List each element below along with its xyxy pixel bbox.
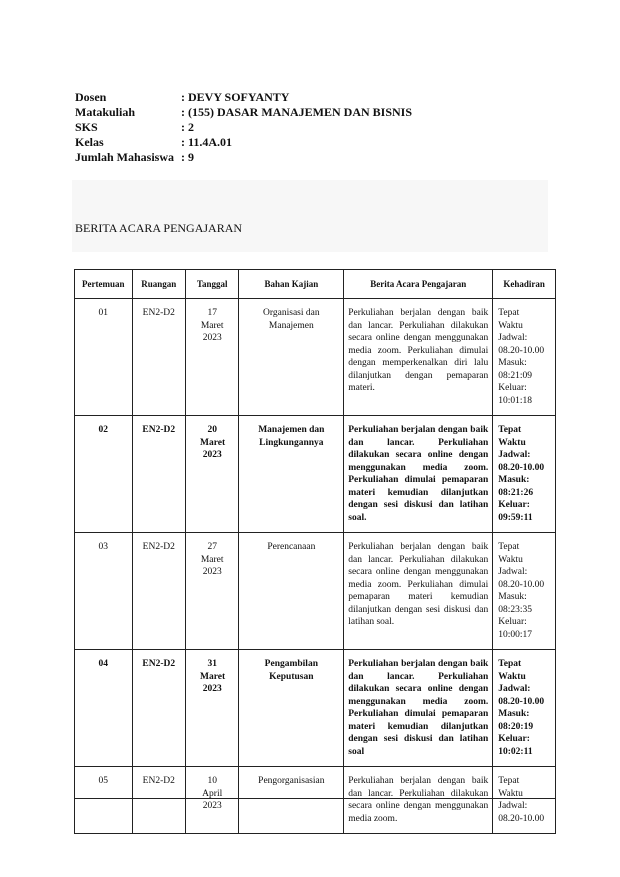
column-header-berita-acara: Berita Acara Pengajaran	[344, 270, 493, 299]
cell-tanggal: 20 Maret 2023	[185, 416, 238, 533]
cell-bahan-kajian: Organisasi dan Manajemen	[239, 299, 344, 416]
cell-berita-acara: Perkuliahan berjalan dengan baik dan lancar. Perkuliahan dilakukan secara online dengan menggunakan media zoom. Perkuliahan dimulai pemaparan materi kemudian dilanjutkan dengan sesi diskusi dan latihan soal.	[344, 533, 493, 650]
table-body	[75, 299, 556, 834]
cell-kehadiran	[493, 650, 556, 767]
cell-pertemuan: 03	[75, 533, 133, 650]
cell-ruangan: EN2-D2	[132, 416, 185, 533]
header-label: Matakuliah	[75, 105, 136, 119]
kehadiran-line: 08.20-10.00	[498, 813, 545, 824]
table-header-row	[75, 270, 556, 299]
kehadiran-line: Jadwal:	[498, 333, 528, 343]
kehadiran-line: Waktu	[498, 554, 523, 565]
kehadiran-line: Jadwal:	[498, 450, 531, 460]
kehadiran-line: Masuk:	[498, 358, 527, 368]
kehadiran-line: 08:21:26	[498, 487, 534, 498]
cell-berita-acara: Perkuliahan berjalan dengan baik dan lancar. Perkuliahan dilakukan secara online dengan menggunakan media zoom. Perkuliahan dimulai pemaparan materi kemudian dilanjutkan dengan sesi diskusi dan latihan soal.	[344, 416, 493, 533]
cell-bahan-kajian: Manajemen dan Lingkungannya	[239, 416, 344, 533]
cell-ruangan: EN2-D2	[132, 767, 185, 834]
kehadiran-line: Jadwal:	[498, 567, 528, 577]
cell-ruangan: EN2-D2	[132, 299, 185, 416]
header-label: SKS	[75, 120, 98, 134]
column-header-ruangan: Ruangan	[132, 270, 185, 299]
cell-pertemuan: 01	[75, 299, 133, 416]
cell-bahan-kajian: Pengorganisasian	[239, 767, 344, 834]
cell-ruangan: EN2-D2	[132, 650, 185, 767]
cell-pertemuan: 04	[75, 650, 133, 767]
kehadiran-line: Jadwal:	[498, 801, 528, 811]
cell-bahan-kajian: Pengambilan Keputusan	[239, 650, 344, 767]
kehadiran-line: 08:23:35	[498, 604, 533, 615]
kehadiran-line: 10:01:18	[498, 395, 533, 406]
kehadiran-line: Waktu	[498, 788, 523, 799]
kehadiran-line: Keluar:	[498, 500, 530, 510]
kehadiran-line: 08.20-10.00	[498, 696, 545, 707]
cell-tanggal: 10 April 2023	[185, 767, 238, 834]
cell-bahan-kajian: Perencanaan	[239, 533, 344, 650]
kehadiran-line: Keluar:	[498, 734, 530, 744]
table-row	[75, 299, 556, 416]
header-label: Dosen	[75, 90, 107, 104]
column-header-kehadiran: Kehadiran	[493, 270, 556, 299]
teaching-report-table	[74, 269, 556, 834]
kehadiran-line: Jadwal:	[498, 684, 531, 694]
kehadiran-line: Waktu	[498, 320, 523, 331]
cell-pertemuan: 02	[75, 416, 133, 533]
kehadiran-line: Tepat	[498, 308, 520, 318]
header-label: Jumlah Mahasiswa	[75, 150, 175, 164]
kehadiran-line: Masuk:	[498, 475, 530, 485]
cell-kehadiran	[493, 299, 556, 416]
cell-pertemuan: 05	[75, 767, 133, 834]
kehadiran-line: Keluar:	[498, 617, 527, 627]
header-label: Kelas	[75, 135, 104, 149]
cell-berita-acara: Perkuliahan berjalan dengan baik dan lancar. Perkuliahan dilakukan secara online dengan menggunakan media zoom.	[344, 767, 493, 834]
cell-tanggal: 31 Maret 2023	[185, 650, 238, 767]
column-header-bahan-kajian: Bahan Kajian	[239, 270, 344, 299]
kehadiran-line: 08:20:19	[498, 721, 534, 732]
kehadiran-line: 08.20-10.00	[498, 345, 545, 356]
cell-kehadiran	[493, 533, 556, 650]
header-value: : DEVY SOFYANTY	[181, 90, 290, 104]
table-bottom-border	[74, 798, 556, 799]
page-title: BERITA ACARA PENGAJARAN	[75, 221, 243, 235]
kehadiran-line: Keluar:	[498, 383, 527, 393]
kehadiran-line: 10:02:11	[498, 746, 533, 757]
header-value: : 11.4A.01	[181, 135, 232, 149]
kehadiran-line: Tepat	[498, 776, 520, 786]
column-header-pertemuan: Pertemuan	[75, 270, 133, 299]
kehadiran-line: Tepat	[498, 425, 522, 435]
table-row	[75, 416, 556, 533]
kehadiran-line: 09:59:11	[498, 512, 533, 523]
kehadiran-line: 08.20-10.00	[498, 579, 545, 590]
cell-kehadiran	[493, 767, 556, 834]
kehadiran-line: 10:00:17	[498, 629, 533, 640]
cell-berita-acara: Perkuliahan berjalan dengan baik dan lancar. Perkuliahan dilakukan secara online dengan menggunakan media zoom. Perkuliahan dimulai pemaparan materi kemudian dilanjutkan dengan sesi diskusi dan latihan soal	[344, 650, 493, 767]
header-value: : (155) DASAR MANAJEMEN DAN BISNIS	[181, 105, 413, 119]
kehadiran-line: Masuk:	[498, 592, 527, 602]
cell-kehadiran	[493, 416, 556, 533]
table-row	[75, 767, 556, 834]
kehadiran-line: Waktu	[498, 437, 526, 448]
cell-tanggal: 17 Maret 2023	[185, 299, 238, 416]
kehadiran-line: Masuk:	[498, 709, 530, 719]
kehadiran-line: 08.20-10.00	[498, 462, 545, 473]
table-row	[75, 533, 556, 650]
kehadiran-line: Tepat	[498, 659, 522, 669]
cell-berita-acara: Perkuliahan berjalan dengan baik dan lancar. Perkuliahan dilakukan secara online dengan menggunakan media zoom. Perkuliahan dimulai dengan memperkenalkan diri lalu dilanjutkan dengan pemaparan materi.	[344, 299, 493, 416]
header-value: : 2	[181, 120, 194, 134]
table-row	[75, 650, 556, 767]
cell-tanggal: 27 Maret 2023	[185, 533, 238, 650]
column-header-tanggal: Tanggal	[185, 270, 238, 299]
kehadiran-line: 08:21:09	[498, 370, 533, 381]
kehadiran-line: Waktu	[498, 671, 526, 682]
header-value: : 9	[181, 150, 194, 164]
kehadiran-line: Tepat	[498, 542, 520, 552]
cell-ruangan: EN2-D2	[132, 533, 185, 650]
